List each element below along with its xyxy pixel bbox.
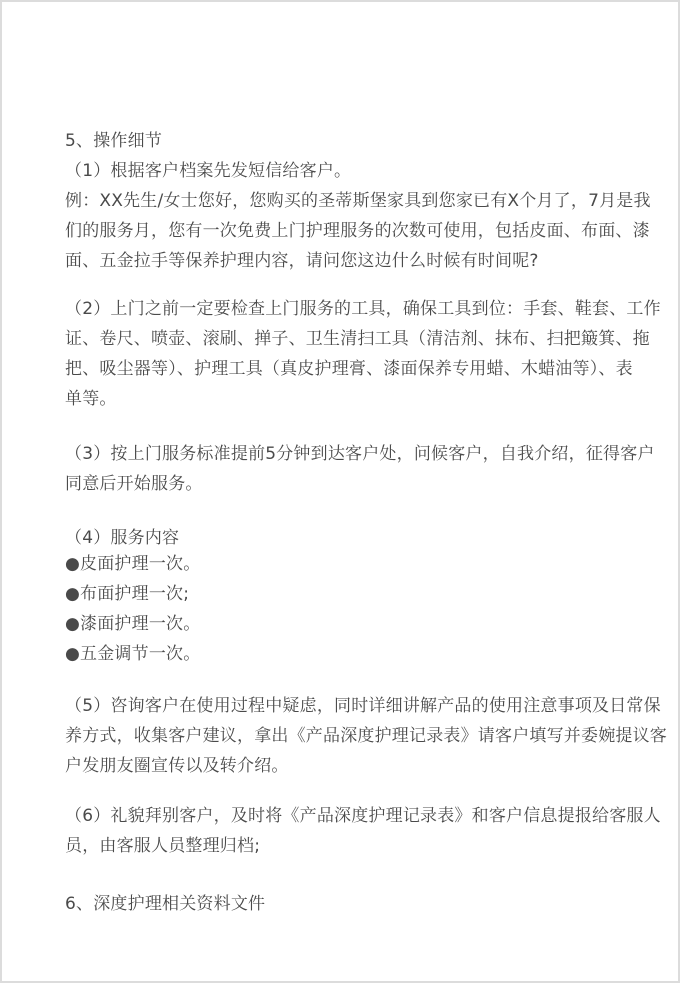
paragraph-line: （4）服务内容: [65, 528, 180, 548]
paragraph-line: 例：XX先生/女士您好，您购买的圣蒂斯堡家具到您家已有X个月了，7月是我: [65, 191, 651, 211]
paragraph-line: （3）按上门服务标准提前5分钟到达客户处，问候客户，自我介绍，征得客户: [65, 444, 655, 464]
paragraph-step-2: [65, 294, 661, 414]
document-content: [65, 126, 667, 919]
paragraph-step-1: [65, 156, 625, 186]
paragraph-line: 同意后开始服务。: [65, 474, 203, 494]
paragraph-example-message: [65, 186, 651, 276]
paragraph-line: 面、五金拉手等保养护理内容，请问您这边什么时候有时间呢?: [65, 251, 539, 271]
heading-text: 6、深度护理相关资料文件: [65, 894, 266, 914]
paragraph-line: （5）咨询客户在使用过程中疑虑，同时详细讲解产品的使用注意事项及日常保: [65, 696, 661, 716]
list-item: ●皮面护理一次。: [65, 554, 201, 574]
heading-text: 5、操作细节: [65, 131, 163, 151]
paragraph-step-3: [65, 439, 655, 499]
paragraph-line: （2）上门之前一定要检查上门服务的工具，确保工具到位：手套、鞋套、工作: [65, 299, 661, 319]
list-item: ●布面护理一次;: [65, 584, 190, 604]
paragraph-step-5: [65, 691, 667, 781]
paragraph-line: 员，由客服人员整理归档;: [65, 836, 261, 856]
list-item: ●漆面护理一次。: [65, 614, 201, 634]
service-content-list: [65, 549, 625, 669]
section-heading-5: [65, 126, 625, 156]
section-heading-6: [65, 889, 625, 919]
paragraph-line: （1）根据客户档案先发短信给客户。: [65, 161, 352, 181]
paragraph-step-6: [65, 801, 661, 861]
paragraph-line: 单等。: [65, 389, 117, 409]
list-item: ●五金调节一次。: [65, 644, 201, 664]
paragraph-line: 们的服务月，您有一次免费上门护理服务的次数可使用，包括皮面、布面、漆: [65, 221, 650, 241]
paragraph-line: 把、吸尘器等）、护理工具（真皮护理膏、漆面保养专用蜡、木蜡油等）、表: [65, 359, 633, 379]
paragraph-line: 证、卷尺、喷壶、滚刷、掸子、卫生清扫工具（清洁剂、抹布、扫把簸箕、拖: [65, 329, 650, 349]
paragraph-line: 户发朋友圈宣传以及转介绍。: [65, 756, 289, 776]
paragraph-line: （6）礼貌拜别客户，及时将《产品深度护理记录表》和客户信息提报给客服人: [65, 806, 661, 826]
paragraph-line: 养方式，收集客户建议，拿出《产品深度护理记录表》请客户填写并委婉提议客: [65, 726, 667, 746]
